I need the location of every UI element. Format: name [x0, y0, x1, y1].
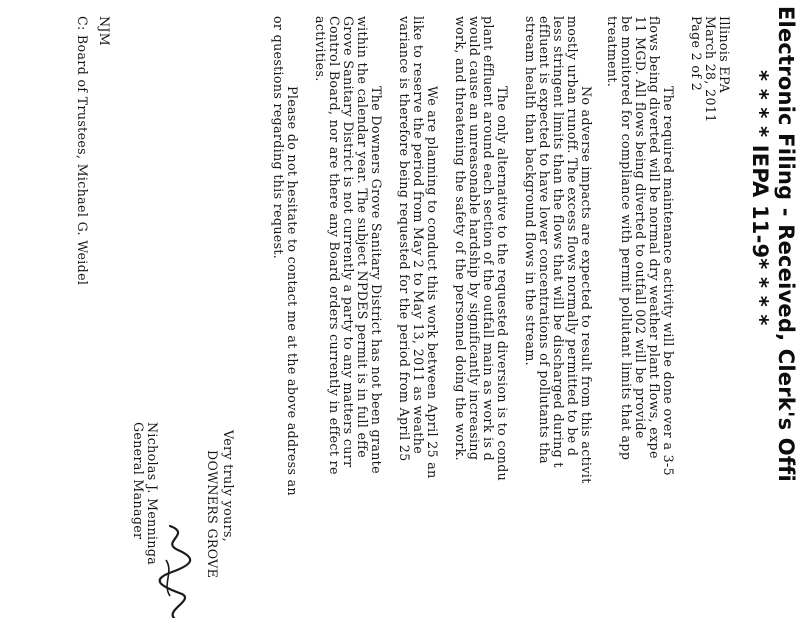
text-line: work, and threatening the safety of the personnel doing the work. — [453, 16, 468, 461]
signer-name: Nicholas J. Menningа — [145, 422, 160, 566]
filing-header — [748, 6, 798, 482]
text-line: The Downers Grove Sanitary District has not been grante — [369, 86, 384, 474]
text-line: mostly urban runoff. The excess flows normally permitted to be d — [565, 16, 580, 457]
text-line: The required maintenance activity will be done over a 3-5 — [661, 86, 676, 477]
text-line: would cause an unreasonable hardship by significantly increasing — [467, 16, 482, 461]
cc-line: C: Board of Trustees, Michael G. Weidel — [75, 16, 90, 286]
initials: NJM — [97, 16, 112, 47]
text-line: activities. — [313, 16, 328, 82]
filing-stamp: * * * * IEPA 11-9* * * * — [748, 70, 772, 326]
salutation: Very truly yours, — [221, 430, 236, 543]
text-line: stream health than background flows in the stream. — [523, 16, 538, 366]
text-line: less stringent limits than the flows that will be discharged during t — [551, 16, 566, 468]
text-line: Grove Sanitary District is not currently a party to any matters curr — [341, 16, 356, 468]
text-line: We are planning to conduct this work between April 25 an — [425, 86, 440, 479]
text-line: or questions regarding this request. — [271, 16, 286, 260]
text-line: The only alternative to the requested diversion is to condu — [495, 86, 510, 482]
handwritten-signature — [156, 520, 200, 618]
text-line: flows being diverted will be normal dry weather plant flows, expe — [647, 16, 662, 459]
text-line: like to reserve the period from May 2 to May 13, 2011 as weathe — [411, 16, 426, 454]
text-line: 11 MGD. All flows being diverted to outfall 002 will be provide — [633, 16, 648, 439]
text-line: Control Board, nor are there any Board orders currently in effect re — [327, 16, 342, 475]
text-line: No adverse impacts are expected to result from this activit — [579, 86, 594, 484]
date-line: March 28, 2011 — [703, 16, 718, 123]
text-line: treatment. — [605, 16, 620, 88]
organization-name: DOWNERS GROVE — [205, 450, 220, 579]
text-line: be monitored for compliance with permit pollutant limits that app — [619, 16, 634, 461]
text-line: within the calendar year. The subject NPDES permit is in full effe — [355, 16, 370, 459]
recipient-line: Illinois EPA — [717, 16, 732, 94]
page-number-line: Page 2 of 2 — [689, 16, 704, 92]
signer-title: General Manager — [131, 422, 146, 540]
filing-title: Electronic Filing - Received, Clerk's Offi — [774, 6, 798, 482]
text-line: plant effluent around each section of the outfall main as work is d — [481, 16, 496, 462]
text-line: variance is therefore being requested for the period from April 25 — [397, 16, 412, 462]
text-line: Please do not hesitate to contact me at the above address an — [285, 86, 300, 496]
text-line: effluent is expected to have lower concentrations of pollutants tha — [537, 16, 552, 465]
